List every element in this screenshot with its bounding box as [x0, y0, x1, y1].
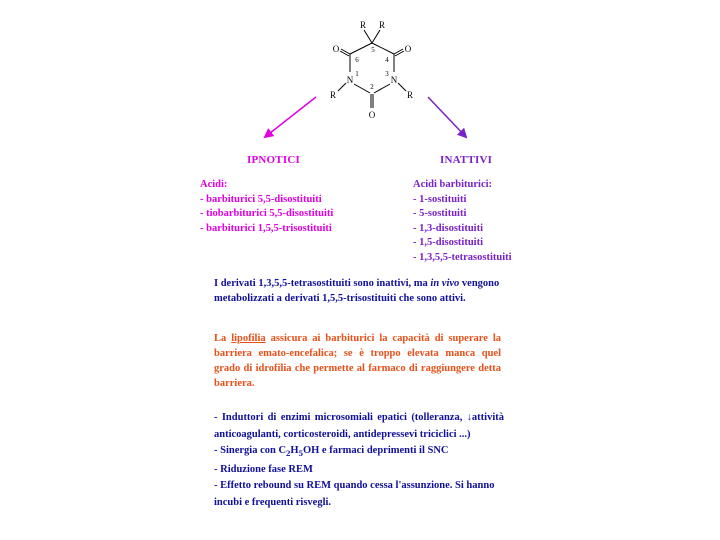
oxygen-4: O [404, 44, 412, 54]
nitrogen-3: N [390, 75, 398, 85]
effect-item [214, 443, 504, 462]
list-item: - 1-sostituiti [413, 193, 467, 205]
r-sub-5b: R [378, 20, 386, 30]
paragraph-lipofilia [214, 331, 501, 391]
para2-underlined: lipofilia [231, 333, 266, 344]
r-sub-n1: R [329, 90, 337, 100]
para1-pre: I derivati 1,3,5,5-tetrasostituiti sono inattivi, ma [214, 278, 431, 289]
list-inattivi [413, 178, 512, 265]
effect-item: - Riduzione fase REM [214, 463, 313, 475]
para1-italic: in vivo [430, 278, 460, 289]
subscript: 5 [298, 448, 303, 459]
list-item: - 1,3-disostituiti [413, 222, 484, 234]
position-3: 3 [385, 70, 389, 78]
subscript: 2 [286, 448, 291, 459]
position-2: 2 [370, 83, 374, 91]
list-item: - tiobarbiturici 5,5-disostituiti [200, 208, 334, 219]
heading-ipnotici: IPNOTICI [247, 154, 300, 166]
list-item: - 5-sostituiti [413, 208, 467, 219]
barbiturate-structure [300, 10, 450, 125]
list-item: - barbiturici 5,5-disostituiti [200, 193, 322, 205]
oxygen-6: O [332, 44, 340, 54]
effect-item: - Effetto rebound su REM quando cessa l'assunzione. Si hanno incubi e frequenti risvegli. [214, 480, 495, 508]
effect-text: - Sinergia con C [214, 445, 287, 456]
para2-post: assicura ai barbiturici la capacità di superare la barriera emato-encefalica; se è troppo elevata manca quel grado di idrofilia che permette al farmaco di raggiungere detta barriera. [214, 333, 501, 389]
list-item: - barbiturici 1,5,5-trisostituiti [200, 222, 332, 234]
paragraph-tetrasostituiti [214, 276, 519, 306]
nitrogen-1: N [346, 75, 354, 85]
position-6: 6 [355, 56, 359, 64]
list-intro: Acidi barbiturici: [413, 179, 493, 190]
list-ipnotici [200, 178, 333, 236]
list-item: - 1,3,5,5-tetrasostituiti [413, 251, 512, 263]
list-item: - 1,5-disostituiti [413, 237, 484, 248]
heading-inattivi: INATTIVI [440, 154, 493, 166]
effect-text: OH e farmaci deprimenti il SNC [302, 445, 449, 456]
para1-post: vengono metabolizzati a derivati 1,5,5-trisostituiti che sono attivi. [214, 278, 500, 304]
list-intro: Acidi: [200, 179, 228, 190]
r-sub-n3: R [406, 90, 414, 100]
r-sub-5a: R [359, 20, 367, 30]
effect-item: - Induttori di enzimi microsomiali epatici (tolleranza, ↓attività anticoagulanti, corticosteroidi, antidepressevi triciclici ...) [214, 412, 504, 440]
position-5: 5 [371, 46, 375, 54]
position-1: 1 [355, 70, 359, 78]
position-4: 4 [385, 56, 389, 64]
effect-text: H [290, 445, 299, 456]
oxygen-2: O [368, 110, 376, 120]
effects-list [214, 410, 504, 511]
para2-pre: La [214, 333, 232, 344]
